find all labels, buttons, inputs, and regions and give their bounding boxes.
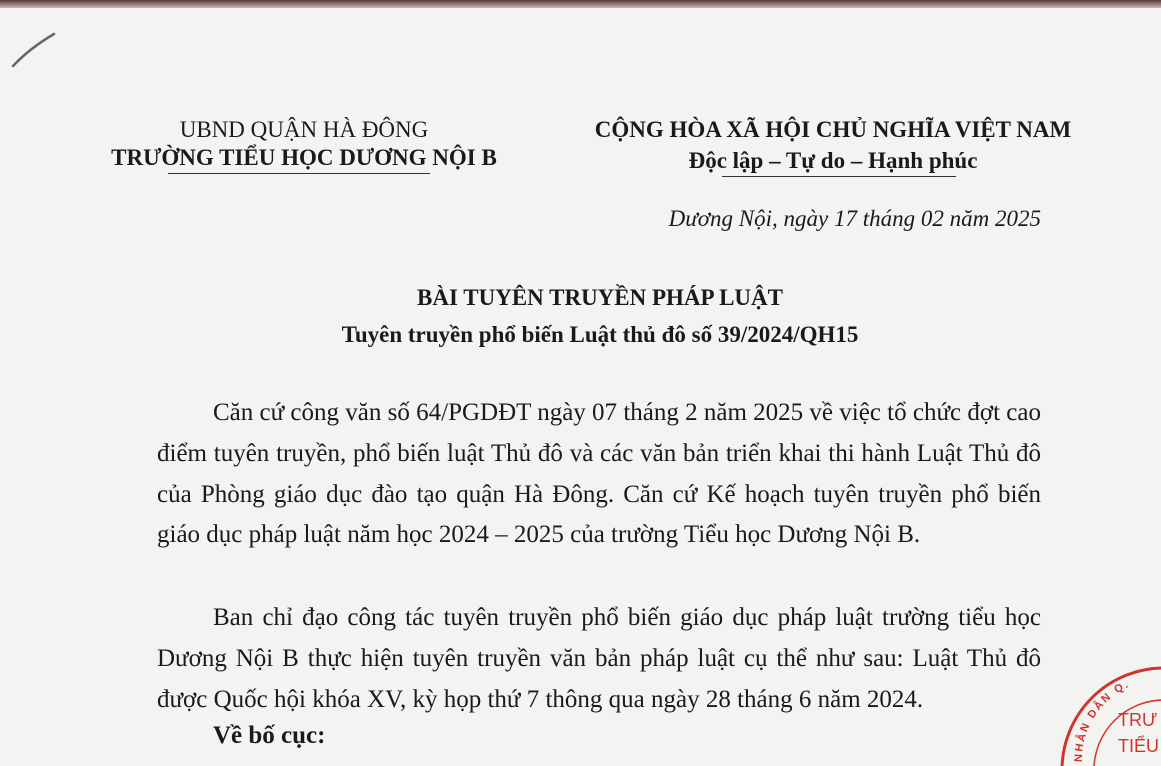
- seal-line-2: TIỂU: [1118, 736, 1160, 756]
- document-title: BÀI TUYÊN TRUYỀN PHÁP LUẬT: [417, 285, 783, 310]
- section-heading: Về bố cục:: [213, 722, 326, 749]
- document-subtitle: Tuyên truyền phổ biến Luật thủ đô số 39/2024/QH15: [341, 322, 859, 347]
- seal-line-1: TRƯ: [1118, 710, 1158, 730]
- seal-arc-text: NHÂN DÂN Q.: [1072, 678, 1132, 763]
- school-name-underline: [168, 173, 430, 174]
- pen-stroke-mark: [10, 30, 60, 70]
- paragraph-2: [157, 598, 1041, 720]
- date-line: Dương Nội, ngày 17 tháng 02 năm 2025: [668, 206, 1041, 231]
- national-motto: Độc lập – Tự do – Hạnh phúc: [688, 148, 978, 173]
- national-motto-underline: [722, 176, 956, 177]
- scan-top-edge: [0, 0, 1161, 8]
- paragraph-1: [157, 393, 1041, 556]
- red-seal-stamp: [1060, 650, 1161, 766]
- school-name: TRƯỜNG TIỂU HỌC DƯƠNG NỘI B: [111, 145, 497, 170]
- agency-name: UBND QUẬN HÀ ĐÔNG: [179, 117, 429, 142]
- paragraph-1-text: Căn cứ công văn số 64/PGDĐT ngày 07 tháng 2 năm 2025 về việc tổ chức đợt cao điểm tuyên truyền, phổ biến luật Thủ đô và các văn bản triển khai thi hành Luật Thủ đô của Phòng giáo dục đào tạo quận Hà Đông. Căn cứ Kế hoạch tuyên truyền phổ biến giáo dục pháp luật năm học 2024 – 2025 của trường Tiểu học Dương Nội B.: [157, 399, 1041, 549]
- national-title: CỘNG HÒA XÃ HỘI CHỦ NGHĨA VIỆT NAM: [594, 117, 1072, 142]
- paragraph-2-text: Ban chỉ đạo công tác tuyên truyền phổ biến giáo dục pháp luật trường tiểu học Dương Nội B thực hiện tuyên truyền văn bản pháp luật cụ thể như sau: Luật Thủ đô được Quốc hội khóa XV, kỳ họp thứ 7 thông qua ngày 28 tháng 6 năm 2024.: [157, 604, 1041, 713]
